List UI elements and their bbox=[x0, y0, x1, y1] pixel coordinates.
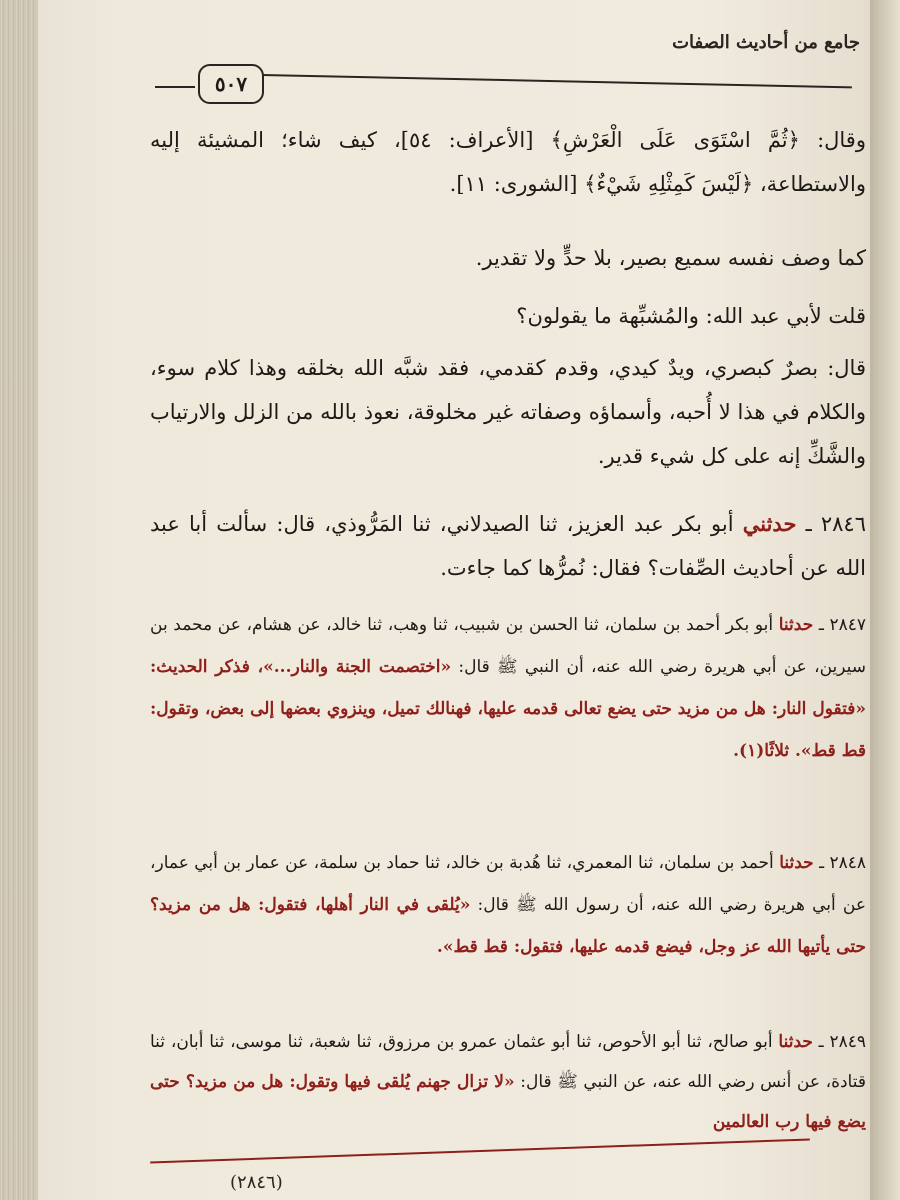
hadith-matn: «يُلقى في النار أهلها، فتقول: هل من مزيد؟ حتى يأتيها الله عز وجل، فيضع قدمه عليها، فتقول: قط قط». bbox=[150, 895, 866, 957]
hadith-2847: ٢٨٤٧ ـ حدثنا أبو بكر أحمد بن سلمان، ثنا الحسن بن شبيب، ثنا وهب، ثنا خالد، عن هشام، عن محمد بن سيرين، عن أبي هريرة رضي الله عنه، أن النبي ﷺ قال: «اختصمت الجنة والنار...»، فذكر الحديث: «فتقول النار: هل من مزيد حتى يضع تعالى قدمه عليها، فهنالك تميل، وينزوي بعضها إلى بعض، وتقول: قط قط». ثلاثًا(١). bbox=[150, 615, 866, 761]
header-rule bbox=[262, 74, 852, 88]
footnote-separator bbox=[150, 1138, 810, 1163]
page-number: ٥٠٧ bbox=[198, 64, 264, 104]
header-rule-left bbox=[155, 86, 195, 88]
hadith-head: حدثنا bbox=[778, 1032, 813, 1052]
paragraph-4: قال: بصرٌ كبصري، ويدٌ كيدي، وقدم كقدمي، فقد شبَّه الله بخلقه وهذا كلام سوء، والكلام في هذا لا أُحبه، وأسماؤه وصفاته غير مخلوقة، نعوذ بالله من الزلل والارتياب والشَّكِّ إنه على كل شيء قدير. bbox=[150, 356, 866, 468]
hadith-head: حدثني bbox=[742, 511, 797, 536]
hadith-2846: ٢٨٤٦ ـ حدثني أبو بكر عبد العزيز، ثنا الصيدلاني، ثنا المَرُّوذي، قال: سألت أبا عبد الله عن أحاديث الصِّفات؟ فقال: نُمرُّها كما جاءت. bbox=[150, 511, 866, 580]
footnote-ref: (٢٨٤٦) bbox=[230, 1172, 283, 1193]
paragraph-3: قلت لأبي عبد الله: والمُشبِّهة ما يقولون؟ bbox=[516, 304, 866, 328]
hadith-number: ٢٨٤٦ bbox=[820, 512, 866, 536]
hadith-chain: أبو بكر عبد العزيز، ثنا الصيدلاني، ثنا المَرُّوذي، قال: سألت أبا عبد الله عن أحاديث الصِّفات؟ فقال: نُمرُّها كما جاءت. bbox=[150, 512, 866, 580]
hadith-chain: أبو صالح، ثنا أبو الأحوص، ثنا أبو عثمان عمرو بن مرزوق، ثنا شعبة، ثنا موسى، ثنا أبان، ثنا قتادة، عن أنس رضي الله عنه، عن النبي ﷺ قال: bbox=[150, 1032, 866, 1092]
hadith-matn: «اختصمت الجنة والنار...»، فذكر الحديث: «فتقول النار: هل من مزيد حتى يضع تعالى قدمه عليها، فهنالك تميل، وينزوي بعضها إلى بعض، وتقول: قط قط». ثلاثًا(١). bbox=[150, 657, 866, 761]
hadith-chain: أبو بكر أحمد بن سلمان، ثنا الحسن بن شبيب، ثنا وهب، ثنا خالد، عن هشام، عن محمد بن سيرين، عن أبي هريرة رضي الله عنه، أن النبي ﷺ قال: bbox=[150, 615, 866, 677]
hadith-head: حدثنا bbox=[779, 853, 814, 873]
hadith-matn: «لا تزال جهنم يُلقى فيها وتقول: هل من مزيد؟ حتى يضع فيها رب العالمين bbox=[150, 1072, 866, 1132]
hadith-chain: أحمد بن سلمان، ثنا المعمري، ثنا هُدبة بن خالد، ثنا حماد بن سلمة، عن عمار بن أبي عمار، عن أبي هريرة رضي الله عنه، أن رسول الله ﷺ قال: bbox=[150, 853, 866, 915]
hadith-2849: ٢٨٤٩ ـ حدثنا أبو صالح، ثنا أبو الأحوص، ثنا أبو عثمان عمرو بن مرزوق، ثنا شعبة، ثنا موسى، ثنا أبان، ثنا قتادة، عن أنس رضي الله عنه، عن النبي ﷺ قال: «لا تزال جهنم يُلقى فيها وتقول: هل من مزيد؟ حتى يضع فيها رب العالمين bbox=[150, 1032, 866, 1132]
paragraph-1: وقال: ﴿ثُمَّ اسْتَوَى عَلَى الْعَرْشِ﴾ [الأعراف: ٥٤]، كيف شاء؛ المشيئة إليه والاستطاعة، ﴿لَيْسَ كَمِثْلِهِ شَيْءٌ﴾ [الشورى: ١١]. bbox=[150, 128, 866, 196]
page-edge bbox=[0, 0, 38, 1200]
running-header-title: جامع من أحاديث الصفات bbox=[672, 32, 860, 53]
hadith-2848: ٢٨٤٨ ـ حدثنا أحمد بن سلمان، ثنا المعمري، ثنا هُدبة بن خالد، ثنا حماد بن سلمة، عن عمار بن أبي عمار، عن أبي هريرة رضي الله عنه، أن رسول الله ﷺ قال: «يُلقى في النار أهلها، فتقول: هل من مزيد؟ حتى يأتيها الله عز وجل، فيضع قدمه عليها، فتقول: قط قط». bbox=[150, 853, 866, 957]
facing-page-edge bbox=[870, 0, 900, 1200]
paragraph-2: كما وصف نفسه سميع بصير، بلا حدٍّ ولا تقدير. bbox=[475, 246, 866, 270]
hadith-number: ٢٨٤٩ bbox=[829, 1032, 866, 1052]
hadith-number: ٢٨٤٨ bbox=[829, 853, 866, 873]
hadith-number: ٢٨٤٧ bbox=[829, 615, 866, 635]
hadith-head: حدثنا bbox=[778, 615, 814, 635]
